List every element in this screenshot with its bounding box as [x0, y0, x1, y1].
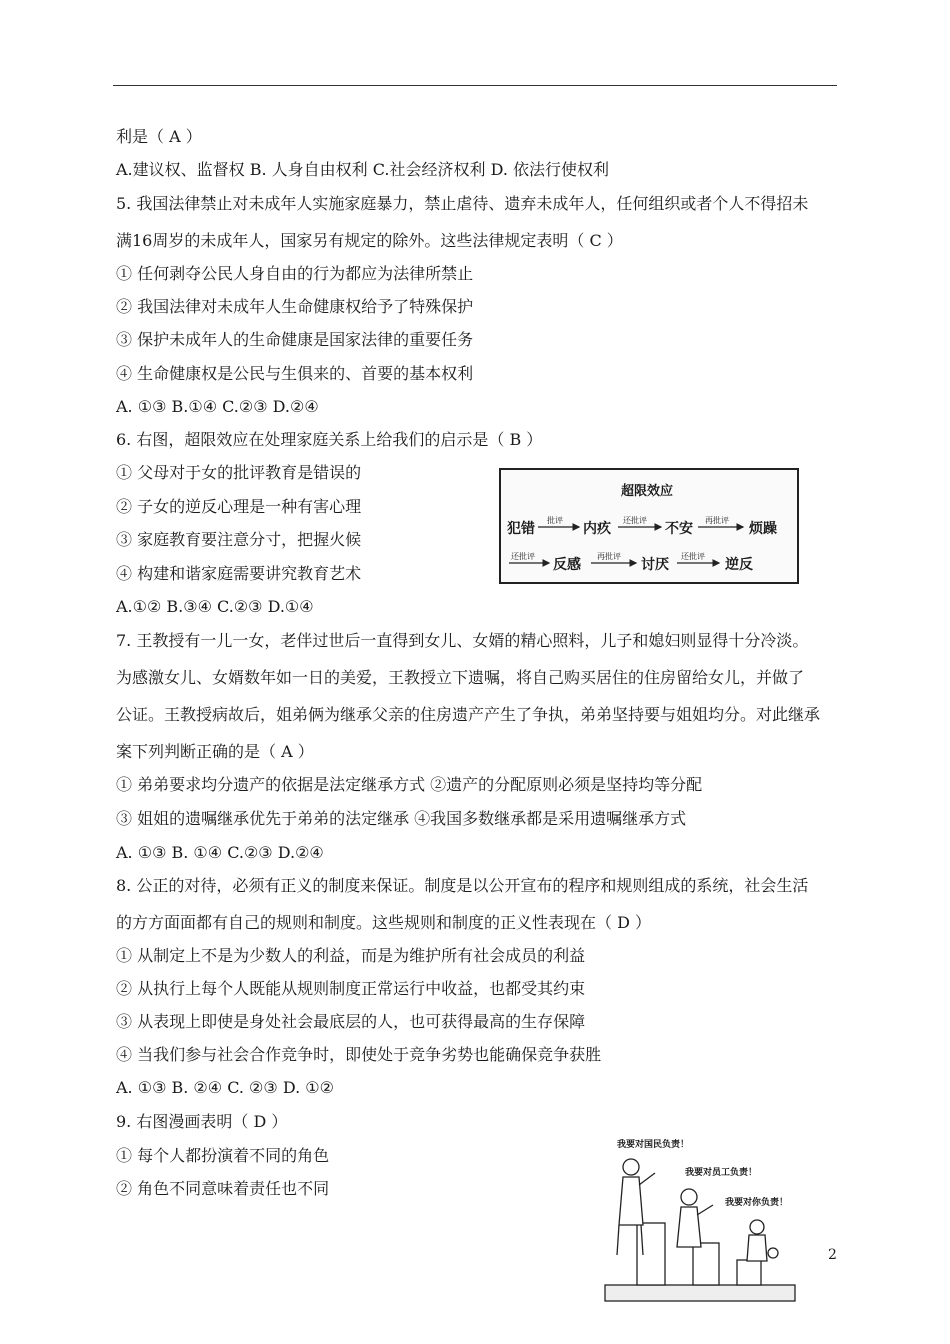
- edge-label: 再批评: [597, 552, 621, 561]
- text-line: ④ 构建和谐家庭需要讲究教育艺术: [116, 564, 362, 583]
- text-line: ② 我国法律对未成年人生命健康权给予了特殊保护: [116, 297, 474, 316]
- text-line: 为感激女儿、女婿数年如一日的美爱，王教授立下遗嘱，将自己购买居住的住房留给女儿，并做了: [116, 668, 805, 687]
- header-rule: [113, 85, 837, 86]
- text-line: ③ 从表现上即使是身处社会最底层的人，也可获得最高的生存保障: [116, 1012, 586, 1031]
- speech-bubble: 我要对你负责！: [725, 1198, 789, 1208]
- text-line: A.①② B.③④ C.②③ D.①④: [116, 597, 314, 616]
- text-line: ① 弟弟要求均分遗产的依据是法定继承方式 ②遗产的分配原则必须是坚持均等分配: [116, 775, 703, 794]
- edge-label: 还批评: [511, 552, 535, 561]
- text-line: 案下列判断正确的是（ A ）: [116, 742, 314, 761]
- edge-label: 还批评: [623, 516, 647, 525]
- text-line: ③ 保护未成年人的生命健康是国家法律的重要任务: [116, 330, 474, 349]
- text-line: ① 从制定上不是为少数人的利益，而是为维护所有社会成员的利益: [116, 946, 586, 965]
- text-line: 9. 右图漫画表明（ D ）: [116, 1112, 288, 1131]
- node-label: 不安: [665, 521, 693, 537]
- text-line: ② 角色不同意味着责任也不同: [116, 1179, 330, 1198]
- node-label: 逆反: [725, 557, 753, 573]
- text-line: A. ①③ B. ②④ C. ②③ D. ①②: [116, 1078, 334, 1097]
- page-number: 2: [828, 1247, 837, 1263]
- edge-label: 批评: [547, 516, 563, 525]
- text-line: 8. 公正的对待，必须有正义的制度来保证。制度是以公开宣布的程序和规则组成的系统，社会生活: [116, 876, 809, 895]
- text-line: ① 父母对于女的批评教育是错误的: [116, 463, 362, 482]
- overlimit-effect-diagram: [499, 468, 799, 584]
- node-label: 内疚: [583, 521, 611, 537]
- edge-label: 还批评: [681, 552, 705, 561]
- text-line: ③ 家庭教育要注意分寸，把握火候: [116, 530, 362, 549]
- text-line: 6. 右图，超限效应在处理家庭关系上给我们的启示是（ B ）: [116, 430, 543, 449]
- text-line: 7. 王教授有一儿一女，老伴过世后一直得到女儿、女婿的精心照料，儿子和媳妇则显得十分冷淡。: [116, 631, 809, 650]
- text-line: A.建议权、监督权 B. 人身自由权利 C.社会经济权利 D. 依法行使权利: [116, 160, 610, 179]
- text-line: ③ 姐姐的遗嘱继承优先于弟弟的法定继承 ④我国多数继承都是采用遗嘱继承方式: [116, 809, 687, 828]
- text-line: ② 子女的逆反心理是一种有害心理: [116, 497, 362, 516]
- text-line: A. ①③ B. ①④ C.②③ D.②④: [116, 843, 324, 862]
- text-line: 满16周岁的未成年人，国家另有规定的除外。这些法律规定表明（ C ）: [116, 231, 623, 250]
- text-line: ② 从执行上每个人既能从规则制度正常运行中收益，也都受其约束: [116, 979, 586, 998]
- text-line: 的方方面面都有自己的规则和制度。这些规则和制度的正义性表现在（ D ）: [116, 913, 652, 932]
- node-label: 烦躁: [749, 521, 777, 537]
- diagram-title: 超限效应: [621, 484, 674, 499]
- cartoon-drawing: [597, 1135, 802, 1307]
- edge-label: 再批评: [705, 516, 729, 525]
- node-label: 犯错: [507, 521, 535, 537]
- speech-bubble: 我要对国民负责！: [617, 1140, 690, 1150]
- cartoon-illustration: [597, 1135, 802, 1307]
- text-line: ④ 当我们参与社会合作竞争时，即使处于竞争劣势也能确保竞争获胜: [116, 1045, 602, 1064]
- speech-bubble: 我要对员工负责！: [685, 1168, 758, 1178]
- text-line: ① 任何剥夺公民人身自由的行为都应为法律所禁止: [116, 264, 474, 283]
- text-line: ④ 生命健康权是公民与生俱来的、首要的基本权利: [116, 364, 474, 383]
- node-label: 反感: [553, 557, 581, 573]
- text-line: 利是（ A ）: [116, 127, 202, 146]
- text-line: 5. 我国法律禁止对未成年人实施家庭暴力，禁止虐待、遗弃未成年人，任何组织或者个人不得招未: [116, 194, 809, 213]
- text-line: A. ①③ B.①④ C.②③ D.②④: [116, 397, 319, 416]
- text-line: ① 每个人都扮演着不同的角色: [116, 1146, 330, 1165]
- text-line: 公证。王教授病故后，姐弟俩为继承父亲的住房遗产产生了争执，弟弟坚持要与姐姐均分。对此继承: [116, 705, 821, 724]
- node-label: 讨厌: [641, 557, 669, 573]
